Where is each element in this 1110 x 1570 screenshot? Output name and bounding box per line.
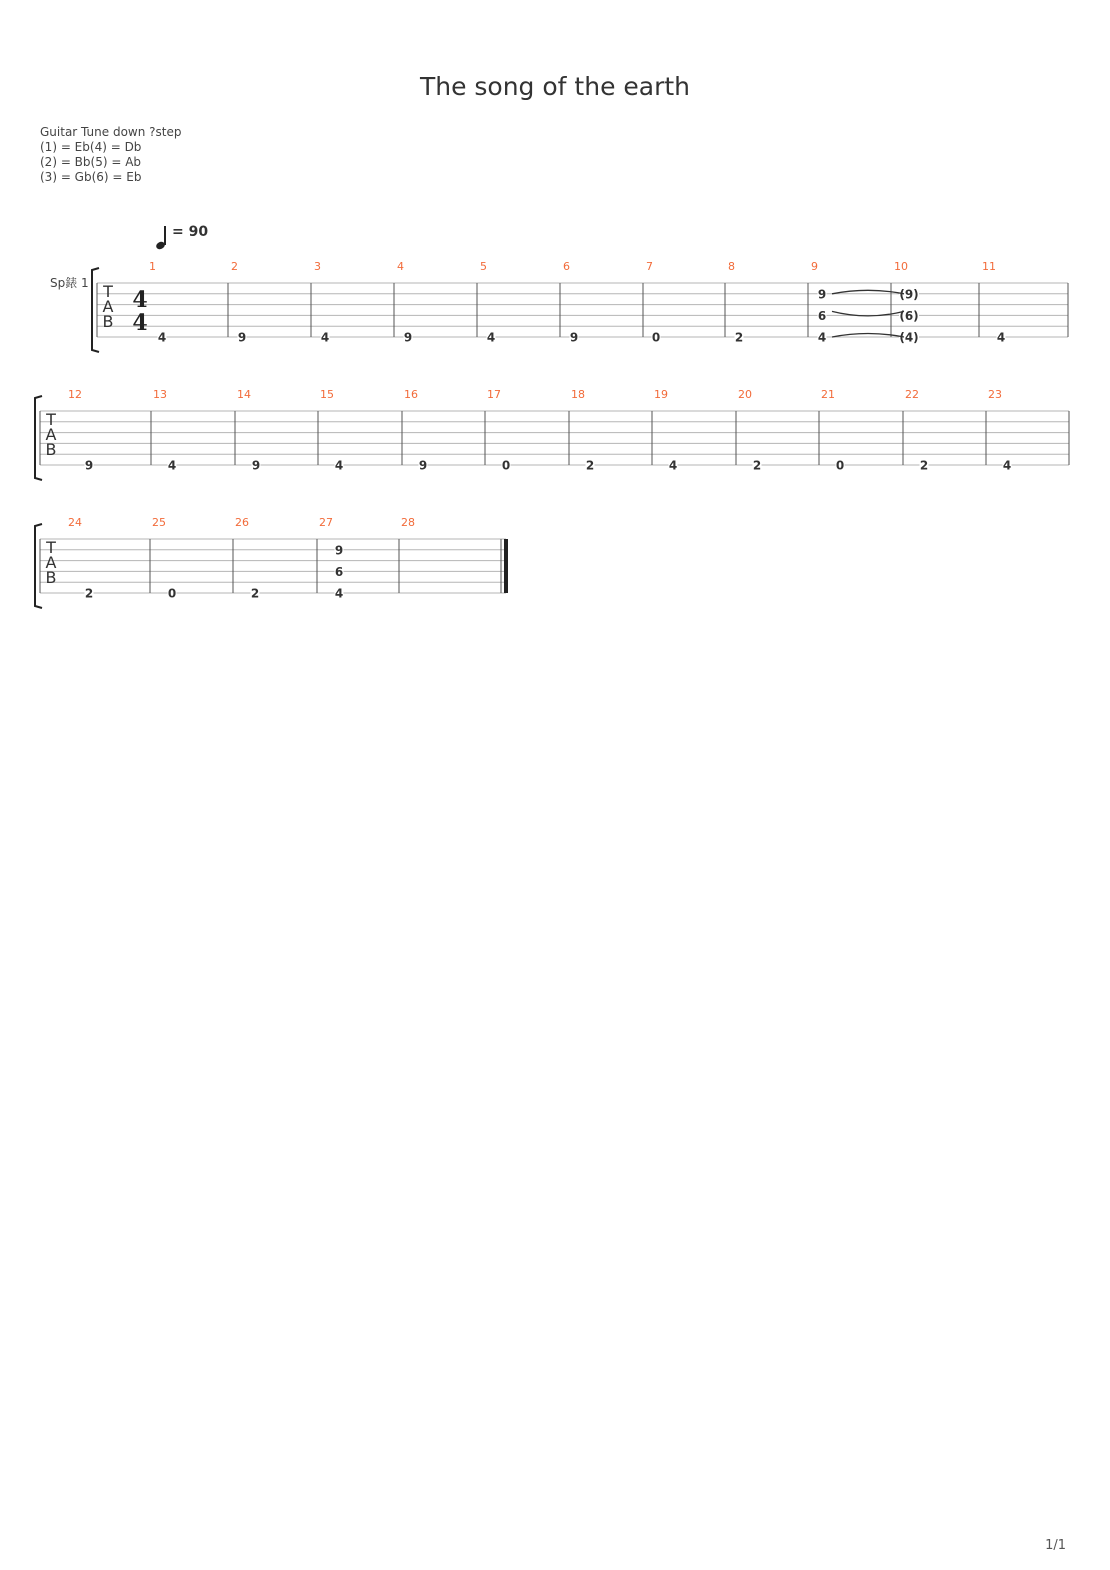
page-number: 1/1 (1045, 1538, 1066, 1553)
tab-clef-letter: B (102, 312, 114, 331)
fret-number: 4 (1002, 458, 1012, 473)
fret-number: 2 (585, 458, 595, 473)
time-signature-numerator: 4 (132, 287, 148, 313)
measure-number: 19 (654, 388, 668, 401)
fret-number: 9 (334, 543, 344, 558)
fret-number: 4 (320, 330, 330, 345)
measure-number: 10 (894, 260, 908, 273)
tab-clef-letter: T (103, 282, 113, 301)
measure-number: 21 (821, 388, 835, 401)
measure-number: 17 (487, 388, 501, 401)
fret-number: 9 (251, 458, 261, 473)
fret-number: 2 (250, 586, 260, 601)
fret-number: 0 (167, 586, 177, 601)
measure-number: 9 (811, 260, 818, 273)
measure-number: 11 (982, 260, 996, 273)
fret-number: 2 (734, 330, 744, 345)
measure-number: 27 (319, 516, 333, 529)
tab-clef-letter: A (102, 297, 114, 316)
fret-number: 6 (334, 564, 344, 579)
track-name: Sp錶 1 (50, 276, 89, 290)
fret-number: 0 (835, 458, 845, 473)
measure-number: 28 (401, 516, 415, 529)
fret-number: 9 (237, 330, 247, 345)
fret-number: 2 (84, 586, 94, 601)
measure-number: 2 (231, 260, 238, 273)
fret-number: 4 (817, 330, 827, 345)
measure-number: 26 (235, 516, 249, 529)
measure-number: 22 (905, 388, 919, 401)
measure-number: 16 (404, 388, 418, 401)
measure-number: 20 (738, 388, 752, 401)
tempo-text: = 90 (172, 224, 209, 240)
fret-number: 9 (569, 330, 579, 345)
measure-number: 15 (320, 388, 334, 401)
time-signature-denominator: 4 (132, 310, 148, 336)
measure-number: 3 (314, 260, 321, 273)
fret-number: 6 (817, 308, 827, 323)
fret-number: 9 (84, 458, 94, 473)
measure-number: 4 (397, 260, 404, 273)
fret-number: (9) (899, 287, 919, 302)
fret-number: 0 (651, 330, 661, 345)
measure-number: 25 (152, 516, 166, 529)
fret-number: 4 (996, 330, 1006, 345)
system-bracket (92, 268, 99, 352)
system-bracket (35, 396, 42, 480)
fret-number: (6) (899, 308, 919, 323)
measure-number: 12 (68, 388, 82, 401)
measure-number: 6 (563, 260, 570, 273)
tuning-line: (3) = Gb(6) = Eb (40, 170, 142, 184)
measure-number: 8 (728, 260, 735, 273)
fret-number: 2 (752, 458, 762, 473)
fret-number: 4 (167, 458, 177, 473)
tuning-header: Guitar Tune down ?step (40, 125, 182, 139)
fret-number: 4 (157, 330, 167, 345)
fret-number: 4 (334, 586, 344, 601)
fret-number: 4 (668, 458, 678, 473)
fret-number: 4 (486, 330, 496, 345)
fret-number: 0 (501, 458, 511, 473)
score-title: The song of the earth (419, 72, 691, 101)
fret-number: 2 (919, 458, 929, 473)
measure-number: 5 (480, 260, 487, 273)
measure-number: 13 (153, 388, 167, 401)
tie-arc (832, 334, 904, 338)
fret-number: 4 (334, 458, 344, 473)
measure-number: 24 (68, 516, 82, 529)
fret-number: 9 (418, 458, 428, 473)
measure-number: 23 (988, 388, 1002, 401)
fret-number: (4) (899, 330, 919, 345)
measure-number: 1 (149, 260, 156, 273)
tab-clef-letter: B (45, 440, 57, 459)
tuning-line: (1) = Eb(4) = Db (40, 140, 142, 154)
fret-number: 9 (403, 330, 413, 345)
fret-number: 9 (817, 287, 827, 302)
measure-number: 7 (646, 260, 653, 273)
tab-clef-letter: A (45, 425, 57, 444)
tab-clef-letter: A (45, 553, 57, 572)
system-bracket (35, 524, 42, 608)
measure-number: 18 (571, 388, 585, 401)
tab-clef-letter: B (45, 568, 57, 587)
measure-number: 14 (237, 388, 251, 401)
tab-clef-letter: T (46, 538, 56, 557)
tuning-line: (2) = Bb(5) = Ab (40, 155, 142, 169)
tie-arc (832, 290, 904, 294)
tab-clef-letter: T (46, 410, 56, 429)
